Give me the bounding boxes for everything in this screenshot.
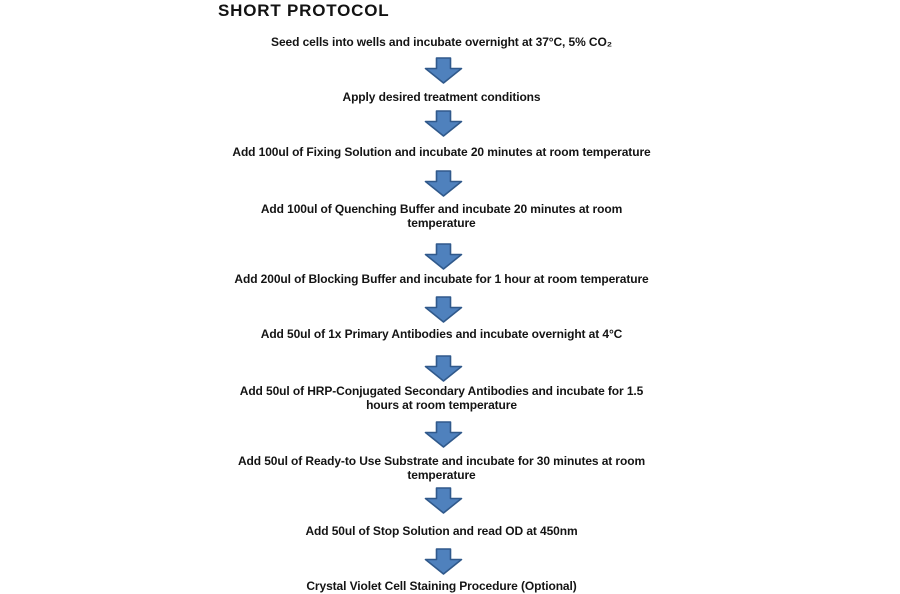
down-arrow-shape (426, 244, 462, 269)
down-arrow-icon (424, 548, 463, 575)
step-quenching-buffer (0, 202, 883, 230)
step-apply-treatment (0, 90, 883, 104)
down-arrow-icon (424, 355, 463, 382)
down-arrow-shape (426, 422, 462, 447)
step-text: Add 50ul of 1x Primary Antibodies and incubate overnight at 4°C (260, 327, 623, 341)
step-text: temperature (407, 468, 476, 482)
step-text: temperature (407, 216, 476, 230)
down-arrow-icon (424, 170, 463, 197)
down-arrow-shape (426, 171, 462, 196)
step-text: Add 50ul of HRP-Conjugated Secondary Antibodies and incubate for 1.5 (239, 384, 644, 398)
down-arrow-shape (426, 356, 462, 381)
step-crystal-violet (0, 579, 883, 593)
step-text: Add 100ul of Fixing Solution and incubate 20 minutes at room temperature (232, 145, 651, 159)
step-fixing-solution (0, 145, 883, 159)
step-text: Add 50ul of Ready-to Use Substrate and incubate for 30 minutes at room (237, 454, 646, 468)
down-arrow-icon (424, 110, 463, 137)
step-text: Seed cells into wells and incubate overnight at 37°C, 5% CO₂ (271, 35, 612, 49)
step-substrate (0, 454, 883, 482)
step-text: Add 200ul of Blocking Buffer and incubate for 1 hour at room temperature (234, 272, 649, 286)
down-arrow-icon (424, 487, 463, 514)
step-text: Crystal Violet Cell Staining Procedure (Optional) (306, 579, 577, 593)
down-arrow-icon (424, 57, 463, 84)
step-text: Add 50ul of Stop Solution and read OD at 450nm (305, 524, 578, 538)
down-arrow-icon (424, 296, 463, 323)
step-blocking-buffer (0, 272, 883, 286)
step-primary-antibodies (0, 327, 883, 341)
down-arrow-icon (424, 243, 463, 270)
down-arrow-icon (424, 421, 463, 448)
step-text: hours at room temperature (366, 398, 517, 412)
step-secondary-antibodies (0, 384, 883, 412)
step-text: Add 100ul of Quenching Buffer and incubate 20 minutes at room (260, 202, 623, 216)
down-arrow-shape (426, 488, 462, 513)
step-stop-solution (0, 524, 883, 538)
down-arrow-shape (426, 111, 462, 136)
step-text: Apply desired treatment conditions (342, 90, 541, 104)
page-title: SHORT PROTOCOL (218, 1, 390, 20)
down-arrow-shape (426, 297, 462, 322)
step-seed-cells (0, 35, 883, 49)
down-arrow-shape (426, 549, 462, 574)
down-arrow-shape (426, 58, 462, 83)
